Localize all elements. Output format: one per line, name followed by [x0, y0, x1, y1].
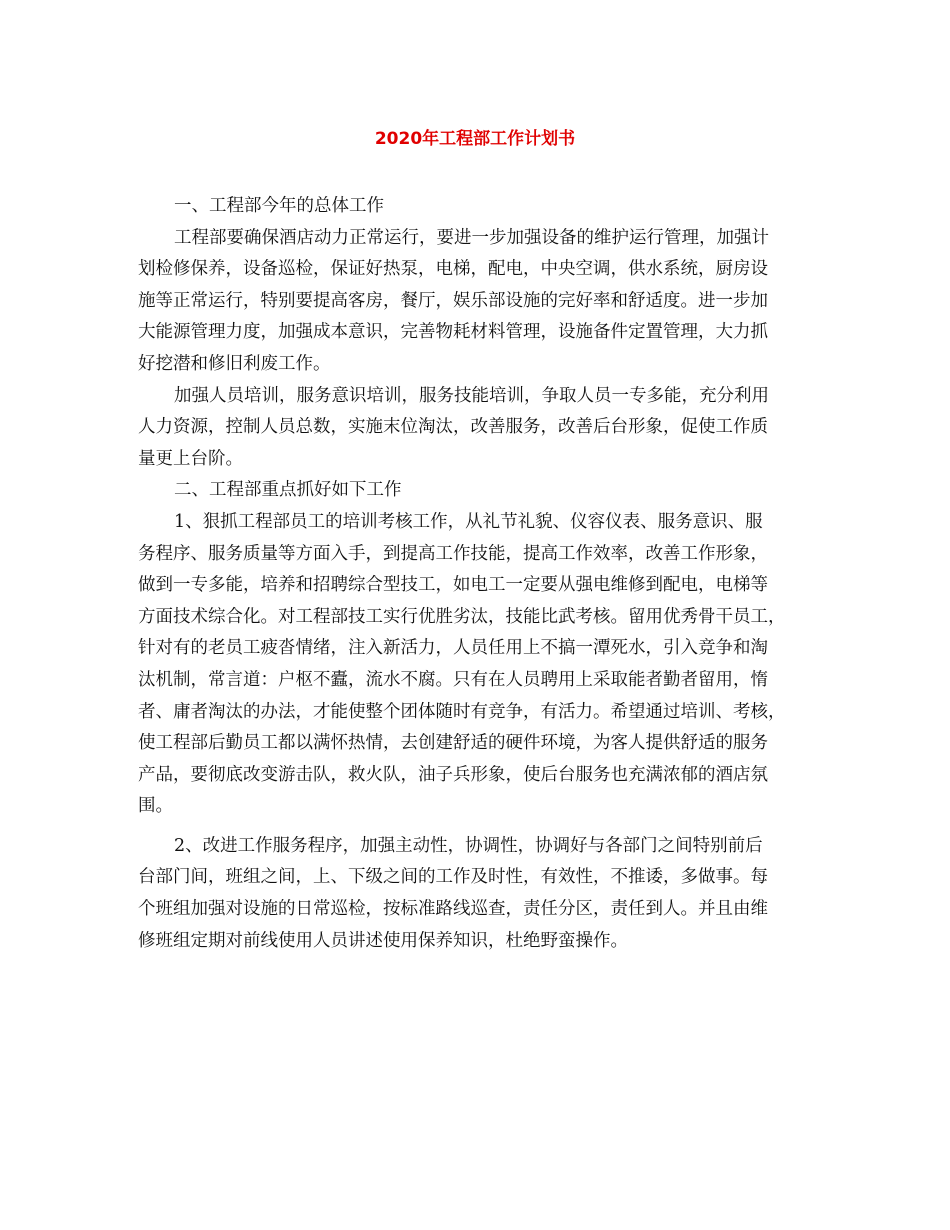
paragraph-line: 好挖潜和修旧利废工作。 — [138, 353, 331, 374]
paragraph-line: 修班组定期对前线使用人员讲述使用保养知识，杜绝野蛮操作。 — [138, 930, 628, 951]
paragraph-line: 1、狠抓工程部员工的培训考核工作，从礼节礼貌、仪容仪表、服务意识、服 — [174, 511, 763, 532]
paragraph-line: 加强人员培训，服务意识培训，服务技能培训，争取人员一专多能，充分利用 — [174, 385, 769, 406]
paragraph-line: 针对有的老员工疲沓情绪，注入新活力，人员任用上不搞一潭死水，引入竞争和淘 — [138, 638, 768, 659]
section-heading: 一、工程部今年的总体工作 — [174, 196, 384, 216]
paragraph-line: 汰机制，常言道：户枢不蠹，流水不腐。只有在人员聘用上采取能者勤者留用，惰 — [138, 669, 768, 690]
paragraph-line: 个班组加强对设施的日常巡检，按标准路线巡查，责任分区，责任到人。并且由维 — [138, 899, 768, 920]
document-body — [138, 191, 828, 957]
paragraph-line: 台部门间，班组之间，上、下级之间的工作及时性，有效性，不推诿，多做事。每 — [138, 867, 768, 888]
paragraph-line: 大能源管理力度，加强成本意识，完善物耗材料管理，设施备件定置管理，大力抓 — [138, 322, 768, 343]
document-title: 2020年工程部工作计划书 — [374, 129, 576, 149]
paragraph-line: 量更上台阶。 — [138, 448, 243, 469]
paragraph-line: 务程序、服务质量等方面入手，到提高工作技能，提高工作效率，改善工作形象， — [138, 543, 768, 564]
paragraph-line: 工程部要确保酒店动力正常运行，要进一步加强设备的维护运行管理，加强计 — [174, 227, 769, 248]
paragraph-line: 施等正常运行，特别要提高客房，餐厅，娱乐部设施的完好率和舒适度。进一步加 — [138, 290, 768, 311]
paragraph-line: 人力资源，控制人员总数，实施末位淘汰，改善服务，改善后台形象，促使工作质 — [138, 417, 768, 438]
paragraph-line: 2、改进工作服务程序，加强主动性，协调性，协调好与各部门之间特别前后 — [174, 835, 763, 856]
paragraph-line: 围。 — [138, 796, 173, 817]
paragraph-line: 方面技术综合化。对工程部技工实行优胜劣汰，技能比武考核。留用优秀骨干员工， — [138, 606, 786, 627]
paragraph-line: 做到一专多能，培养和招聘综合型技工，如电工一定要从强电维修到配电，电梯等 — [138, 575, 768, 596]
paragraph-line: 划检修保养，设备巡检，保证好热泵，电梯，配电，中央空调，供水系统，厨房设 — [138, 259, 768, 280]
paragraph-line: 者、庸者淘汰的办法，才能使整个团体随时有竞争，有活力。希望通过培训、考核， — [138, 701, 786, 722]
paragraph-line: 使工程部后勤员工都以满怀热情，去创建舒适的硬件环境，为客人提供舒适的服务 — [138, 733, 768, 754]
paragraph-gap — [138, 823, 828, 831]
section-heading: 二、工程部重点抓好如下工作 — [174, 480, 402, 501]
paragraph-line: 产品，要彻底改变游击队，救火队，油子兵形象，使后台服务也充满浓郁的酒店氛 — [138, 764, 768, 785]
